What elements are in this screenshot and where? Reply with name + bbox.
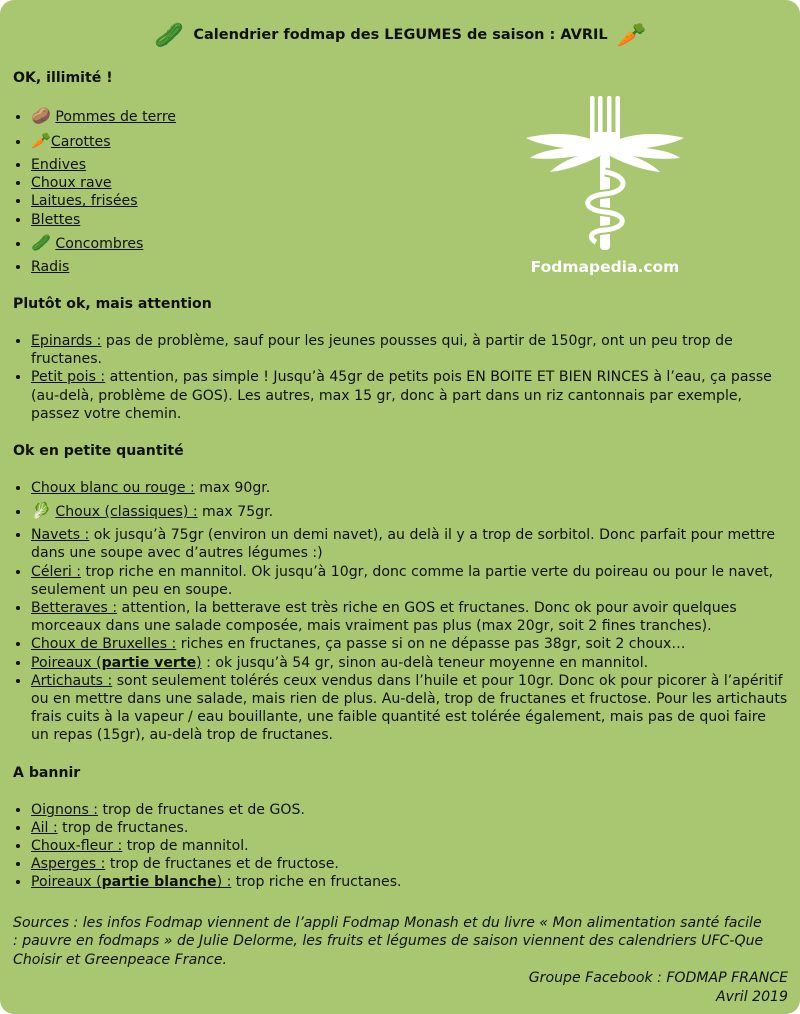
list-attention xyxy=(13,332,788,423)
veg-link[interactable]: Choux (classiques) : xyxy=(55,504,198,521)
list-item: • Betteraves : attention, la betterave est très riche en GOS et fructanes. Donc ok pour avoir quelques morceaux dans une salade composée, mais vraiment pas plus (max 20gr, soit 2 fines tranches). xyxy=(31,599,788,635)
veg-link[interactable]: Oignons : xyxy=(31,801,99,818)
veg-link[interactable]: Laitues, frisées xyxy=(31,193,138,210)
page-title: 🥒 Calendrier fodmap des LEGUMES de saison : AVRIL 🥕 xyxy=(154,21,647,49)
carrot-icon: 🥕 xyxy=(616,21,647,49)
footer xyxy=(13,969,788,1006)
cucumber-icon: 🥒 xyxy=(31,232,51,252)
section-heading-ok: OK, illimité ! xyxy=(13,70,113,86)
leafy-green-icon: 🥬 xyxy=(31,501,51,521)
list-item: • Petit pois : attention, pas simple ! Jusqu’à 45gr de petits pois EN BOITE ET BIEN RINCES à l’eau, ça passe (au-delà, problème de GOS). Les autres, max 15 gr, donc à part dans un riz cantonnais par exemple, passez votre chemin. xyxy=(31,368,788,423)
veg-link[interactable]: Ail : xyxy=(31,819,58,836)
list-petite xyxy=(13,479,788,745)
section-heading-petite: Ok en petite quantité xyxy=(13,443,184,460)
list-item: • 🥬 Choux (classiques) : max 75gr. xyxy=(31,501,788,522)
veg-link[interactable]: Choux de Bruxelles : xyxy=(31,636,177,653)
logo-text: Fodmapedia.com xyxy=(530,258,680,276)
veg-link[interactable]: Asperges : xyxy=(31,856,106,873)
veg-link[interactable]: Betteraves : xyxy=(31,600,118,617)
veg-link[interactable]: Navets : xyxy=(31,527,90,544)
list-item: • Choux de Bruxelles : riches en fructanes, ça passe si on ne dépasse pas 38gr, soit 2 choux… xyxy=(31,635,788,653)
list-item: • Choux-fleur : trop de mannitol. xyxy=(31,837,788,855)
list-item: • Navets : ok jusqu’à 75gr (environ un demi navet), au delà il y a trop de sorbitol. Donc parfait pour mettre dans une soupe avec d’autres légumes :) xyxy=(31,526,788,562)
veg-link[interactable]: Artichauts : xyxy=(31,672,113,689)
cucumber-icon: 🥒 xyxy=(154,21,185,49)
list-item: • Ail : trop de fructanes. xyxy=(31,819,788,837)
veg-link[interactable]: Choux rave xyxy=(31,175,112,192)
list-item: • Poireaux (partie verte) : ok jusqu’à 54 gr, sinon au-delà teneur moyenne en mannitol. xyxy=(31,654,788,672)
list-item: • Artichauts : sont seulement tolérés ceux vendus dans l’huile et pour 10gr. Donc ok pour picorer à l’apéritif ou en mettre dans une salade, mais rien de plus. Au-delà, trop de fructanes et fructose. Pour les artichauts frais cuits à la vapeur / eau bouillante, une faible quantité est tolérée également, mais pas de quoi faire un repas (15gr), au-delà trop de fructanes. xyxy=(31,672,788,745)
list-item: • Choux blanc ou rouge : max 90gr. xyxy=(31,479,788,497)
list-item: • Poireaux (partie blanche) : trop riche en fructanes. xyxy=(31,873,788,891)
list-item: • Céleri : trop riche en mannitol. Ok jusqu’à 10gr, donc comme la partie verte du poireau ou pour le navet, seulement un peu en soupe. xyxy=(31,563,788,599)
section-heading-bannir: A bannir xyxy=(13,764,81,781)
veg-link[interactable]: Endives xyxy=(31,157,87,173)
veg-link[interactable]: Radis xyxy=(31,258,70,275)
veg-link[interactable]: Blettes xyxy=(31,211,81,228)
list-bannir xyxy=(13,801,788,892)
veg-link[interactable]: Petit pois : xyxy=(31,369,106,386)
veg-link[interactable]: Choux-fleur : xyxy=(31,838,123,855)
section-heading-attention: Plutôt ok, mais attention xyxy=(13,296,212,313)
fodmapedia-logo xyxy=(520,92,690,282)
list-item: • Asperges : trop de fructanes et de fructose. xyxy=(31,855,788,873)
veg-link[interactable]: Carottes xyxy=(50,134,111,150)
veg-link[interactable]: Choux blanc ou rouge : xyxy=(31,480,195,497)
veg-link[interactable]: Epinards : xyxy=(31,333,102,350)
footer-date: Avril 2019 xyxy=(716,988,788,1005)
veg-link[interactable]: Poireaux (partie blanche) : xyxy=(31,874,232,891)
veg-link[interactable]: Céleri : xyxy=(31,563,82,580)
potato-icon: 🥔 xyxy=(31,106,51,125)
veg-link[interactable]: Concombres xyxy=(55,235,144,252)
veg-link[interactable]: Pommes de terre xyxy=(55,109,176,125)
list-item: • Epinards : pas de problème, sauf pour les jeunes pousses qui, à partir de 150gr, ont un peu trop de fructanes. xyxy=(31,332,788,368)
facebook-group: Groupe Facebook : FODMAP FRANCE xyxy=(528,970,788,987)
sources-note: Sources : les infos Fodmap viennent de l’appli Fodmap Monash et du livre « Mon alimentation santé facile : pauvre en fodmaps » de Julie Delorme, les fruits et légumes de saison viennent des calendriers UFC-Que Choisir et Greenpeace France. xyxy=(13,914,764,968)
list-item: • Oignons : trop de fructanes et de GOS. xyxy=(31,801,788,819)
carrot-icon: 🥕 xyxy=(31,131,51,150)
veg-link[interactable]: Poireaux (partie verte) xyxy=(31,654,202,671)
